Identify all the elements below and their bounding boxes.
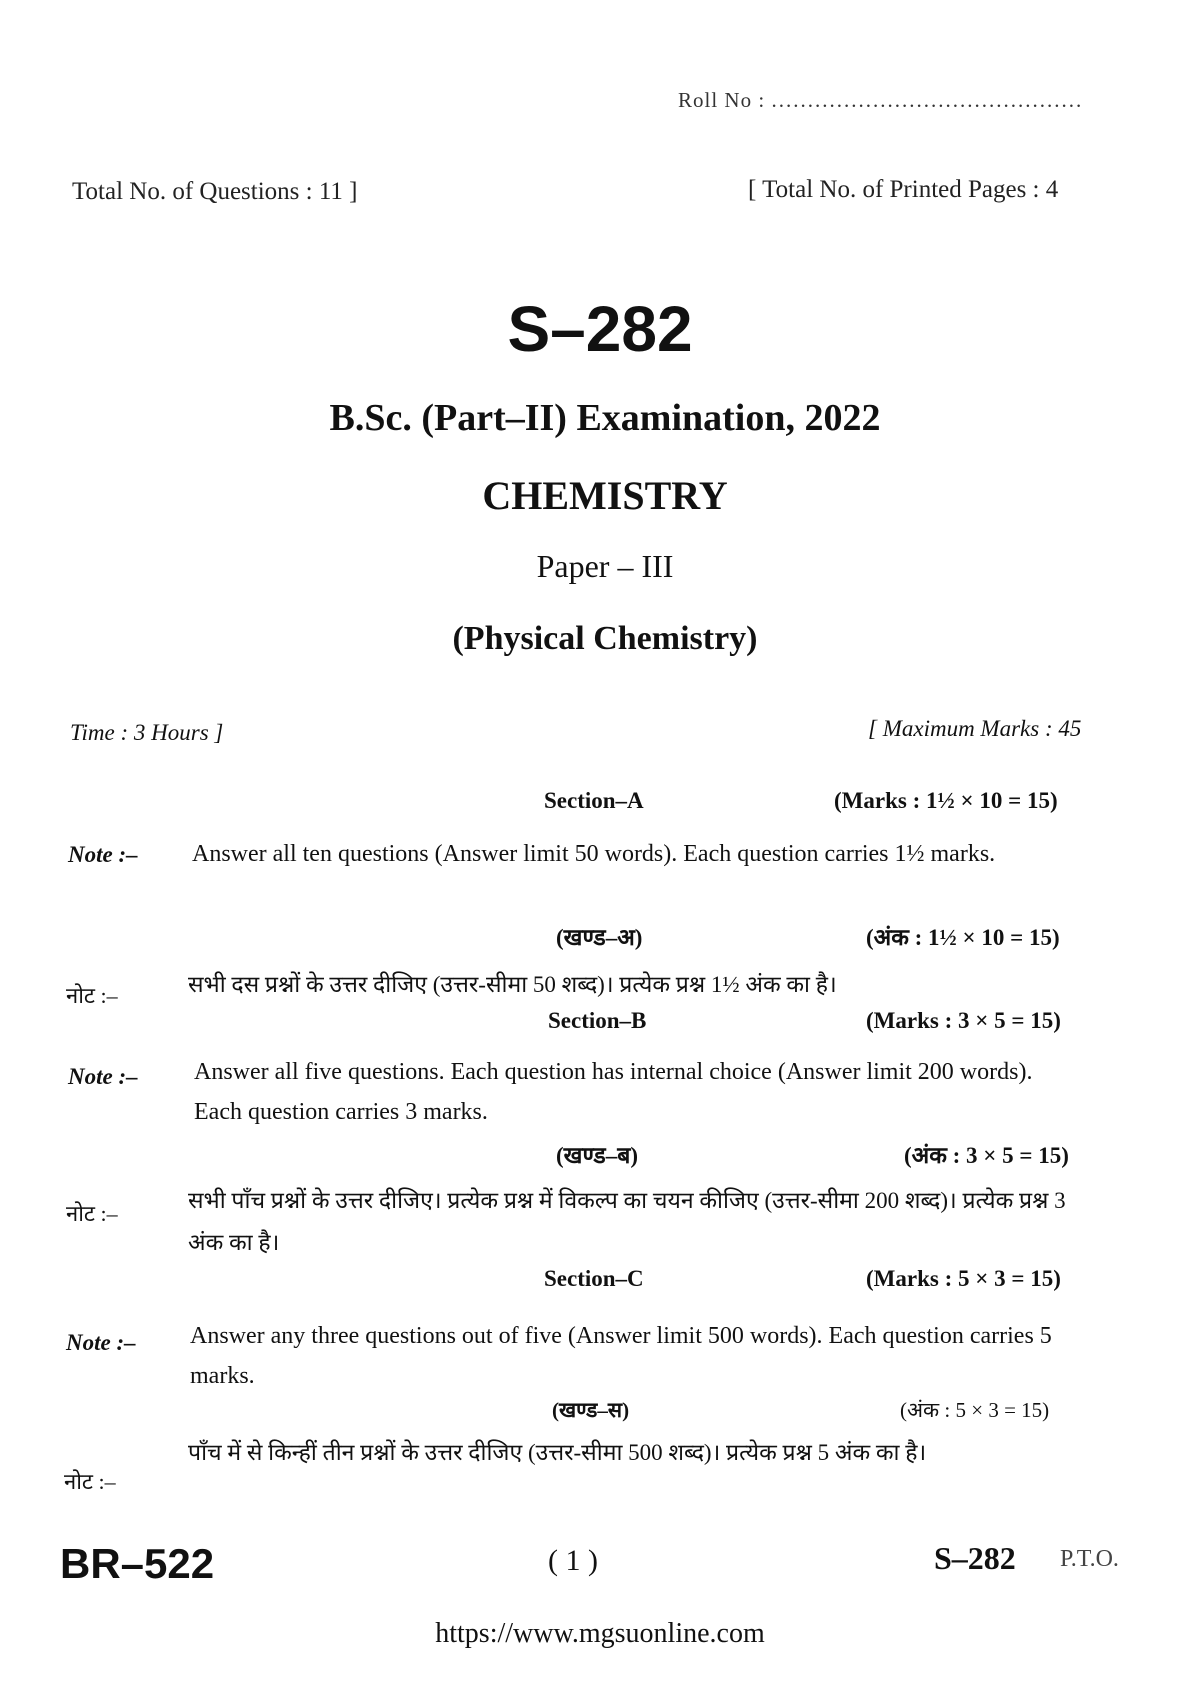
paper-number: Paper – III xyxy=(536,548,674,584)
section-a-title: Section–A xyxy=(544,788,644,813)
time-allowed: Time : 3 Hours ] xyxy=(70,720,224,745)
section-b-title: Section–B xyxy=(548,1008,647,1033)
section-a-note-label: Note :– xyxy=(68,842,138,867)
section-c-hindi-note: पाँच में से किन्हीं तीन प्रश्नों के उत्तर दीजिए (उत्तर-सीमा 500 शब्द)। प्रत्येक प्रश्न 5 अंक का है। xyxy=(188,1440,927,1465)
section-c-note-label: Note :– xyxy=(66,1330,136,1355)
section-b-note-label: Note :– xyxy=(68,1064,138,1089)
section-c-note: Answer any three questions out of five (Answer limit 500 words). Each question carries 5 marks. xyxy=(190,1323,1052,1389)
section-a-hindi-label: नोट :– xyxy=(66,983,118,1008)
section-b-note: Answer all five questions. Each question has internal choice (Answer limit 200 words). Each question carries 3 marks. xyxy=(194,1059,1033,1125)
section-b-hindi-marks: (अंक : 3 × 5 = 15) xyxy=(904,1143,1069,1168)
paper-topic: (Physical Chemistry) xyxy=(452,620,758,657)
total-questions: Total No. of Questions : 11 ] xyxy=(72,178,358,205)
section-b-hindi-title: (खण्ड–ब) xyxy=(556,1143,638,1168)
section-c-title: Section–C xyxy=(544,1266,644,1291)
section-c-hindi-title: (खण्ड–स) xyxy=(552,1398,630,1422)
subject-title: CHEMISTRY xyxy=(482,473,728,518)
please-turn-over: P.T.O. xyxy=(1060,1546,1119,1572)
section-b-hindi-label: नोट :– xyxy=(66,1201,118,1226)
source-url[interactable]: https://www.mgsuonline.com xyxy=(435,1618,765,1649)
paper-code: S–282 xyxy=(507,293,693,365)
page-number: ( 1 ) xyxy=(548,1544,598,1577)
roll-separator: : xyxy=(758,88,766,112)
section-a-hindi-title: (खण्ड–अ) xyxy=(556,925,643,950)
section-a-hindi-note: सभी दस प्रश्नों के उत्तर दीजिए (उत्तर-सीमा 50 शब्द)। प्रत्येक प्रश्न 1½ अंक का है। xyxy=(188,972,837,997)
footer-right-code: S–282 xyxy=(934,1540,1016,1576)
roll-dots: ........................................... xyxy=(771,88,1084,112)
maximum-marks: [ Maximum Marks : 45 xyxy=(868,716,1082,741)
section-c-marks: (Marks : 5 × 3 = 15) xyxy=(866,1266,1061,1291)
section-b-hindi-note: सभी पाँच प्रश्नों के उत्तर दीजिए। प्रत्येक प्रश्न में विकल्प का चयन कीजिए (उत्तर-सीमा 200 शब्द)। प्रत्येक प्रश्न 3 अंक का है। xyxy=(188,1188,1066,1255)
roll-number-field xyxy=(678,88,1083,113)
section-a-hindi-marks: (अंक : 1½ × 10 = 15) xyxy=(866,925,1060,950)
section-a-note: Answer all ten questions (Answer limit 50 words). Each question carries 1½ marks. xyxy=(192,841,996,867)
section-c-hindi-marks: (अंक : 5 × 3 = 15) xyxy=(900,1398,1050,1422)
section-c-hindi-label: नोट :– xyxy=(64,1469,116,1494)
roll-label: Roll No xyxy=(678,88,753,112)
section-b-marks: (Marks : 3 × 5 = 15) xyxy=(866,1008,1061,1033)
footer-left-code: BR–522 xyxy=(60,1540,215,1587)
section-a-marks: (Marks : 1½ × 10 = 15) xyxy=(834,788,1058,813)
total-printed-pages: [ Total No. of Printed Pages : 4 xyxy=(748,176,1059,203)
exam-title: B.Sc. (Part–II) Examination, 2022 xyxy=(329,397,881,439)
